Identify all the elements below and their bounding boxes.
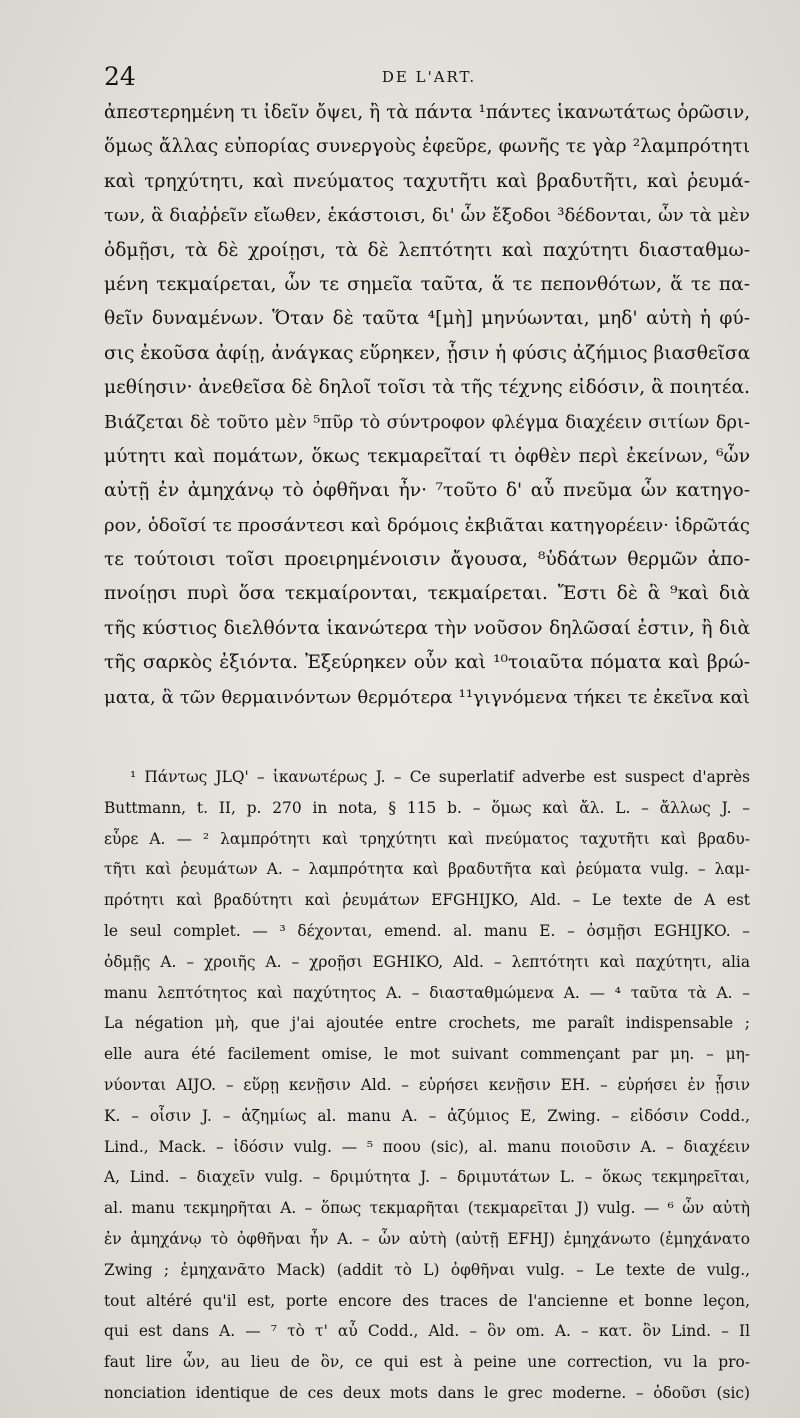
text-line: σις ἑκοῦσα ἀφίῃ, ἀνάγκας εὕρηκεν, ᾗσιν ἡ φύσις ἀζήμιος βιασθεῖσα (104, 342, 751, 364)
footnote-line: manu λεπτότητος καὶ παχύτητος A. – διασταθμώμενα A. — ⁴ ταῦτα τὰ A. – (104, 983, 750, 1002)
text-line: καὶ τρηχύτητι, καὶ πνεύματος ταχυτῆτι καὶ βραδυτῆτι, καὶ ῥευμά- (104, 170, 750, 192)
footnote-line: ¹ Πάντως JLQ' – ἱκανωτέρως J. – Ce superlatif adverbe est suspect d'après (130, 768, 750, 786)
footnote-line: al. manu τεκμηρῆται A. – ὅπως τεκμαρῆται (τεκμαρεῖται J) vulg. — ⁶ ὧν αὐτὴ (104, 1199, 750, 1218)
text-line: αὐτῇ ἐν ἀμηχάνῳ τὸ ὀφθῆναι ἦν· ⁷τοῦτο δ' αὖ πνεῦμα ὧν κατηγο- (104, 480, 750, 502)
footnote-line: faut lire ὧν, au lieu de ὃν, ce qui est à peine une correction, vu la pro- (104, 1353, 750, 1372)
footnote-line: elle aura été facilement omise, le mot suivant commençant par μη. – μη- (104, 1045, 750, 1064)
text-line: τε τούτοισι τοῖσι προειρημένοισιν ἄγουσα, ⁸ὑδάτων θερμῶν ἀπο- (104, 549, 750, 571)
text-line: τῆς σαρκὸς ἐξιόντα. Ἐξεύρηκεν οὖν καὶ ¹⁰τοιαῦτα πόματα καὶ βρώ- (104, 652, 750, 674)
footnote-line: τῆτι καὶ ῥευμάτων A. – λαμπρότητα καὶ βραδυτῆτα καὶ ῥεύματα vulg. – λαμ- (104, 860, 750, 879)
text-line: ματα, ἃ τῶν θερμαινόντων θερμότερα ¹¹γιγνόμενα τήκει τε ἐκεῖνα καὶ (104, 686, 750, 708)
footnote-line: nonciation identique de ces deux mots dans le grec moderne. – ὁδοῦσι (sic) (104, 1383, 750, 1402)
text-line: Βιάζεται δὲ τοῦτο μὲν ⁵πῦρ τὸ σύντροφον φλέγμα διαχέειν σιτίων δρι- (104, 411, 750, 433)
main-greek-text (104, 96, 750, 715)
footnote-line: Lind., Mack. – ἰδόσιν vulg. — ⁵ ποου (sic), al. manu ποιοῦσιν A. – διαχέειν (104, 1137, 750, 1156)
footnotes (104, 762, 750, 1409)
page-number: 24 (104, 62, 136, 91)
text-line: πνοίῃσι πυρὶ ὅσα τεκμαίρονται, τεκμαίρεται. Ἔστι δὲ ἃ ⁹καὶ διὰ (104, 583, 750, 605)
footnote-line: tout altéré qu'il est, porte encore des traces de l'ancienne et bonne leçon, (104, 1291, 750, 1310)
footnote-line: εὗρε A. — ² λαμπρότητι καὶ τρηχύτητι καὶ πνεύματος ταχυτῆτι καὶ βραδυ- (104, 829, 750, 848)
footnote-line: νύονται AIJO. – εὕρῃ κενῇσιν Ald. – εὑρήσει κενῇσιν EH. – εὑρήσει ἐν ᾗσιν (104, 1075, 750, 1094)
footnote-line: K. – οἷσιν J. – ἀζημίως al. manu A. – ἀζύμιος E, Zwing. – εἰδόσιν Codd., (104, 1106, 750, 1125)
text-line: μύτητι καὶ πομάτων, ὅκως τεκμαρεῖταί τι ὀφθὲν περὶ ἐκείνων, ⁶ὧν (104, 445, 750, 467)
footnote-line: Buttmann, t. II, p. 270 in nota, § 115 b. – ὅμως καὶ ἄλ. L. – ἄλλως J. – (104, 798, 750, 817)
footnote-line: qui est dans A. — ⁷ τὸ τ' αὖ Codd., Ald. – ὃν om. A. – κατ. ὃν Lind. – Il (104, 1322, 750, 1341)
footnote-line: le seul complet. — ³ δέχονται, emend. al. manu E. – ὀσμῇσι EGHIJKO. – (104, 921, 750, 940)
text-line: ὅμως ἄλλας εὐπορίας συνεργοὺς ἐφεῦρε, φωνῆς τε γὰρ ²λαμπρότητι (104, 136, 750, 158)
page-header (104, 62, 754, 90)
text-line: θεῖν δυναμένων. Ὅταν δὲ ταῦτα ⁴[μὴ] μηνύωνται, μηδ' αὐτὴ ἡ φύ- (104, 308, 750, 330)
text-line: ἀπεστερημένη τι ἰδεῖν ὄψει, ἢ τὰ πάντα ¹πάντες ἱκανωτάτως ὁρῶσιν, (104, 102, 750, 123)
footnote-line: πρότητι καὶ βραδύτητι καὶ ῥευμάτων EFGHIJKO, Ald. – Le texte de A est (104, 891, 750, 910)
text-line: μεθίησιν· ἀνεθεῖσα δὲ δηλοῖ τοῖσι τὰ τῆς τέχνης εἰδόσιν, ἃ ποιητέα. (104, 377, 750, 399)
footnote-line: ἐν ἀμηχάνῳ τὸ ὀφθῆναι ἦν A. – ὧν αὐτὴ (αὐτῇ EFHJ) ἐμηχάνωτο (ἐμηχάνατο (104, 1229, 750, 1248)
footnote-line: A, Lind. – διαχεῖν vulg. – δριμύτητα J. – δριμυτάτων L. – ὅκως τεκμηρεῖται, (104, 1168, 750, 1187)
text-line: μένη τεκμαίρεται, ὧν τε σημεῖα ταῦτα, ἅ τε πεπονθότων, ἅ τε πα- (104, 273, 750, 295)
text-line: ὀδμῇσι, τὰ δὲ χροίῃσι, τὰ δὲ λεπτότητι καὶ παχύτητι διασταθμω- (104, 239, 750, 261)
footnote-line: Zwing ; ἐμηχανᾶτο Mack) (addit τὸ L) ὀφθῆναι vulg. – Le texte de vulg., (104, 1260, 750, 1279)
running-title: DE L'ART. (381, 68, 477, 86)
text-line: τῆς κύστιος διελθόντα ἱκανώτερα τὴν νοῦσον δηλῶσαί ἐστιν, ἢ διὰ (104, 617, 750, 639)
text-line: ρον, ὁδοῖσί τε προσάντεσι καὶ δρόμοις ἐκβιᾶται κατηγορέειν· ἱδρῶτάς (104, 514, 750, 536)
footnote-line: ὀδμῇς A. – χροιῆς A. – χροῇσι EGHIKO, Ald. – λεπτότητι καὶ παχύτητι, alia (104, 952, 750, 971)
footnote-line: La négation μὴ, que j'ai ajoutée entre crochets, me paraît indispensable ; (104, 1014, 750, 1033)
text-line: των, ἃ διαῤῥεῖν εἴωθεν, ἑκάστοισι, δι' ὧν ἔξοδοι ³δέδονται, ὧν τὰ μὲν (104, 205, 750, 227)
